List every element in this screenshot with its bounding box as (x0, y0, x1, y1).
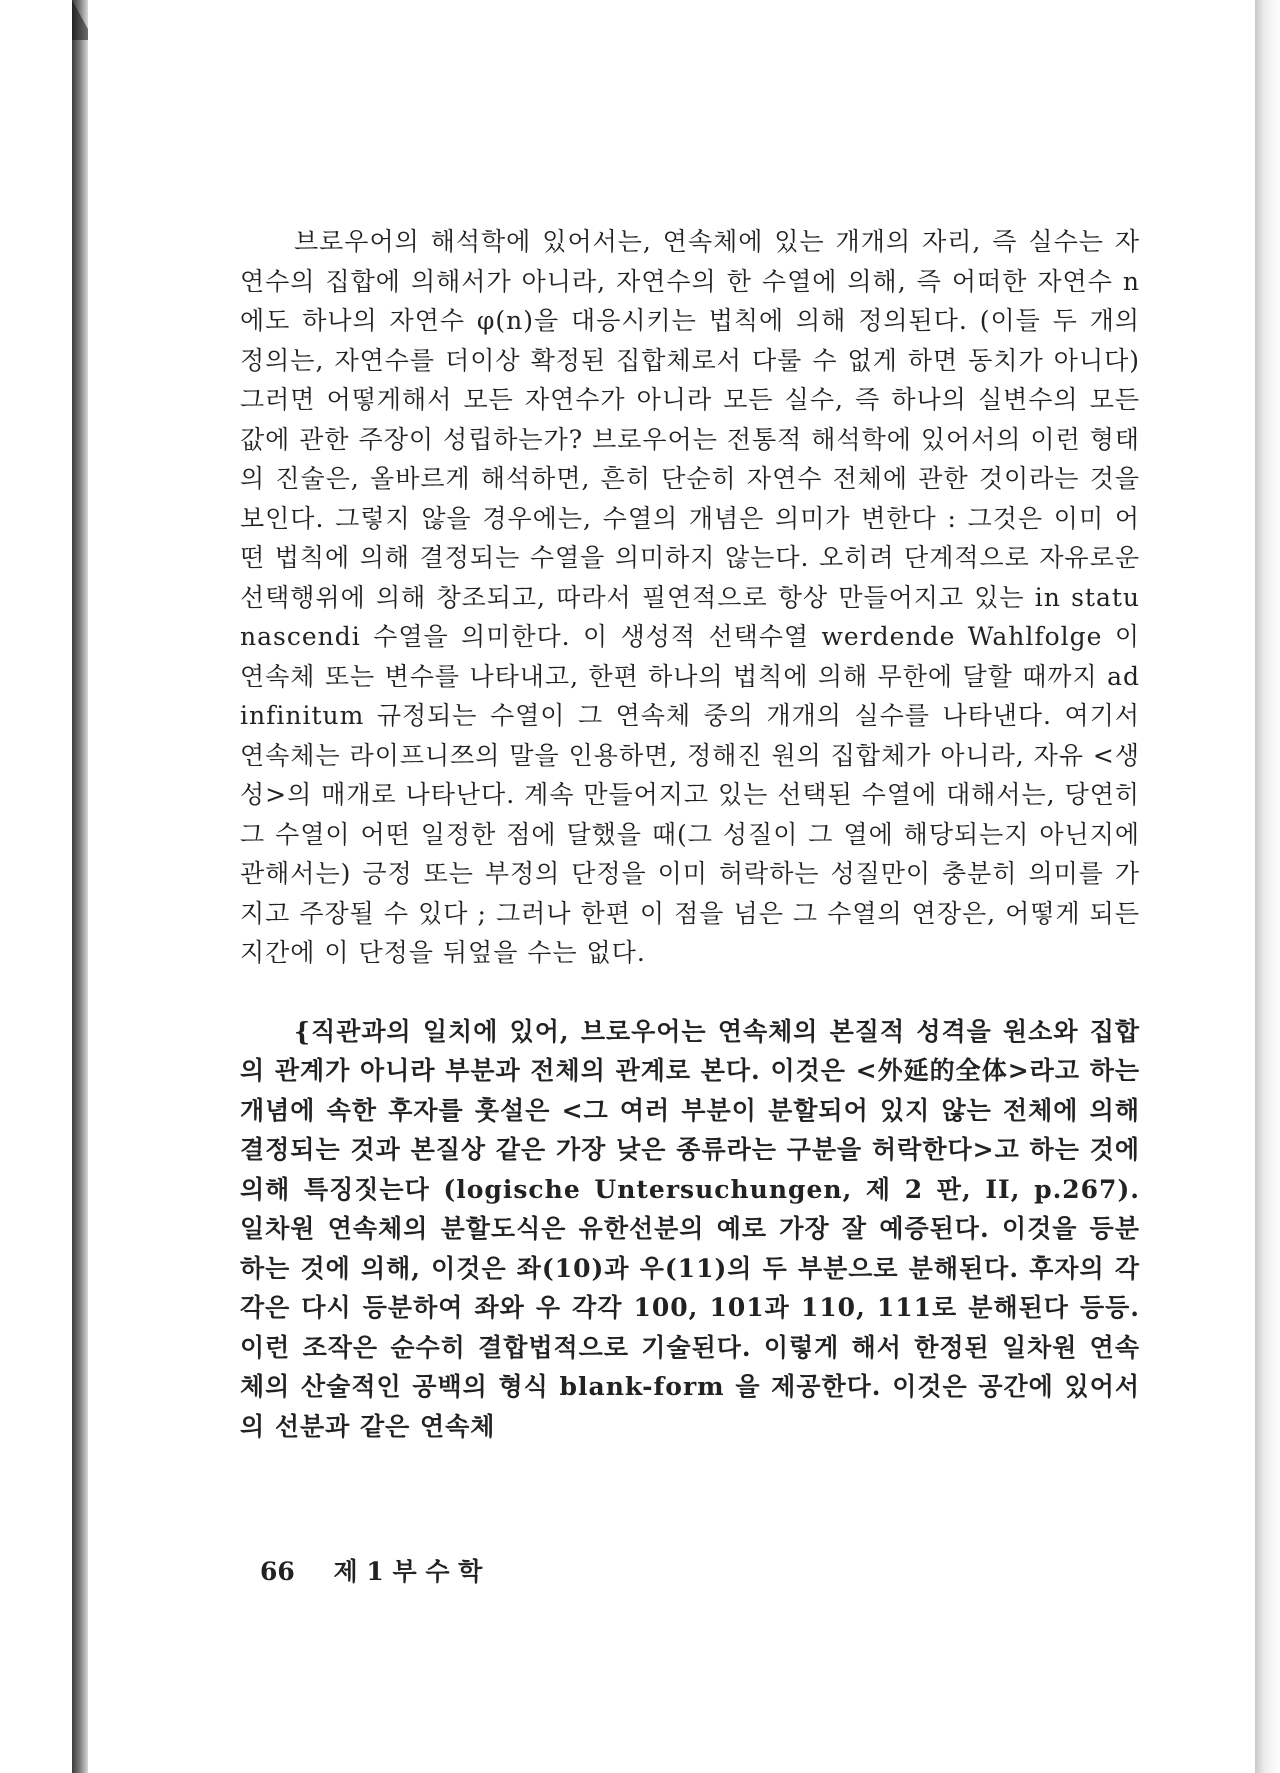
page-footer (260, 1552, 482, 1588)
page-edge-shadow (1255, 0, 1280, 1773)
page-body (240, 222, 1140, 1446)
paragraph: {직관과의 일치에 있어, 브로우어는 연속체의 본질적 성격을 원소와 집합의 관계가 아니라 부분과 전체의 관계로 본다. 이것은 <外延的全体>라고 하는 개념에 속한 후자를 훗설은 <그 여러 부분이 분할되어 있지 않는 전체에 의해 결정되는 것과 본질상 같은 가장 낮은 종류라는 구분을 허락한다>고 하는 것에 의해 특징짓는다 (logische Untersuchungen, 제 2 판, II, p.267). 일차원 연속체의 분할도식은 유한선분의 예로 가장 잘 예증된다. 이것을 등분하는 것에 의해, 이것은 좌(10)과 우(11)의 두 부분으로 분해된다. 후자의 각각은 다시 등분하여 좌와 우 각각 100, 101과 110, 111로 분해된다 등등. 이런 조작은 순수히 결합법적으로 기술된다. 이렇게 해서 한정된 일차원 연속체의 산술적인 공백의 형식 blank-form 을 제공한다. 이것은 공간에 있어서의 선분과 같은 연속체 (240, 1016, 1140, 1441)
book-spine-shadow (72, 0, 88, 1773)
page-number: 66 (260, 1557, 295, 1586)
paragraph: 브로우어의 해석학에 있어서는, 연속체에 있는 개개의 자리, 즉 실수는 자연수의 집합에 의해서가 아니라, 자연수의 한 수열에 의해, 즉 어떠한 자연수 n에도 하나의 자연수 φ(n)을 대응시키는 법칙에 의해 정의된다. (이들 두 개의 정의는, 자연수를 더이상 확정된 집합체로서 다룰 수 없게 하면 동치가 아니다) 그러면 어떻게해서 모든 자연수가 아니라 모든 실수, 즉 하나의 실변수의 모든 값에 관한 주장이 성립하는가? 브로우어는 전통적 해석학에 있어서의 이런 형태의 진술은, 올바르게 해석하면, 흔히 단순히 자연수 전체에 관한 것이라는 것을 보인다. 그렇지 않을 경우에는, 수열의 개념은 의미가 변한다 : 그것은 이미 어떤 법칙에 의해 결정되는 수열을 의미하지 않는다. 오히려 단계적으로 자유로운 선택행위에 의해 창조되고, 따라서 필연적으로 항상 만들어지고 있는 in statu nascendi 수열을 의미한다. 이 생성적 선택수열 werdende Wahlfolge 이 연속체 또는 변수를 나타내고, 한편 하나의 법칙에 의해 무한에 달할 때까지 ad infinitum 규정되는 수열이 그 연속체 중의 개개의 실수를 나타낸다. 여기서 연속체는 라이프니쯔의 말을 인용하면, 정해진 원의 집합체가 아니라, 자유 <생성>의 매개로 나타난다. 계속 만들어지고 있는 선택된 수열에 대해서는, 당연히 그 수열이 어떤 일정한 점에 달했을 때(그 성질이 그 열에 해당되는지 아닌지에 관해서는) 긍정 또는 부정의 단정을 이미 허락하는 성질만이 충분히 의미를 가지고 주장될 수 있다 ; 그러나 한편 이 점을 넘은 그 수열의 연장은, 어떻게 되든지간에 이 단정을 뒤엎을 수는 없다. (240, 227, 1141, 967)
section-title: 제 1 부 수 학 (333, 1557, 483, 1586)
